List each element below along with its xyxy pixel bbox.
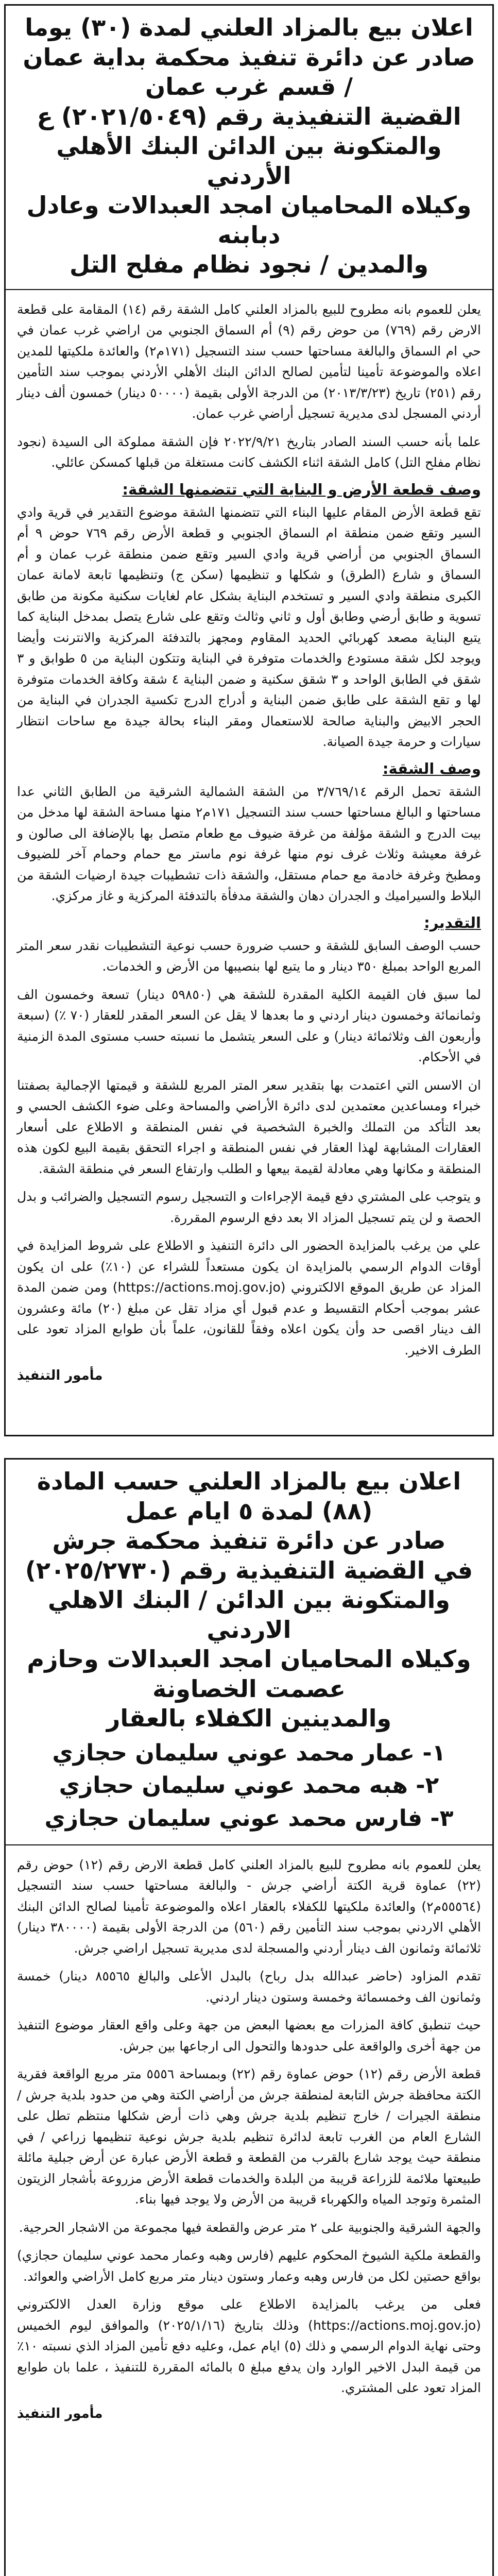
fees-paragraph: و يتوجب على المشتري دفع قيمة الإجراءات و التسجيل رسوم التسجيل والضرائب و بدل الحصة و لن يتم تسجيل المزاد الا بعد دفع الرسوم المقررة. [17, 1189, 481, 1225]
land-paragraph: تقع قطعة الأرض المقام عليها البناء التي تتضمنها الشقة موضوع التقدير في قرية وادي السير وتقع ضمن منطقة ام السماق الجنوبي و قطعة الأرض رقم ٧٦٩ حوض ٩ أم السماق الجنوبي من أراضي قرية وادي السير وتقع ضمن منطقة غرب عمان و أم السماق و شارع (الطرق) و شكلها و تنظيمها (سكن ج) وتنظيمها تابعة لامانة عمان الكبرى منطقة وادي السير و تستخدم البناية بشكل عام لغايات سكنية مكونة من طابق تسوية و طابق أرضي وطابق أول و ثاني وثالث وتقع على شارع يتصل بمدخل البناية كما يتبع البناية مصعد كهربائي الحديد المقاوم ومجهز بالتدفئة المركزية والانترنت وأيضا ويوجد لكل شقة مستودع والخدمات متوفرة في البناية وتتكون البناية من ٥ طوابق و ٣ شقق في الطابق الواحد و ٣ شقق سكنية و ضمن البناية ٤ شقة وكافة الخدمات متوفرة لها و تقع الشقة على طابق ضمن البناية و أدراج الدرج تكسية الجدران في البناية من الحجر الابيض والبناية صالحة للاستعمال ومقر البناء بحالة جيدة مع ساحات انتظار سيارات و حرمة جيدة الصيانة. [17, 504, 482, 749]
title-line: وكيلاه المحاميان امجد العبدالات وعادل دبابنه [26, 191, 472, 249]
title-line: والمدينين الكفلاء بالعقار [106, 1704, 392, 1732]
title-line: صادر عن دائرة تنفيذ محكمة جرش [52, 1527, 446, 1554]
debtor-name: ٢- هبه محمد عوني سليمان حجازي [59, 1772, 439, 1799]
debtors-list [17, 1737, 481, 1835]
signer-label: مأمور التنفيذ [17, 2405, 103, 2421]
signer [17, 2406, 481, 2421]
ownership-paragraph: والقطعة ملكية الشيوخ المحكوم عليهم (فارس وهبه وعمار محمد عوني سليمان حجازي) بواقع حصتين لكل من فارس وهبه وعمار وستون دينار متر مربع كامل الأراضي والعوائد. [17, 2248, 481, 2284]
debtor-name: ٣- فارس محمد عوني سليمان حجازي [44, 1805, 454, 1832]
title-line: والمتكونة بين الدائن البنك الأهلي الأردني [56, 132, 442, 190]
divider [6, 1844, 492, 1845]
parcel-trees-paragraph: والجهة الشرقية والجنوبية على ٢ متر عرض والقطعة فيها مجموعة من الاشجار الحرجية. [19, 2219, 481, 2235]
title-line: في القضية التنفيذية رقم (٢٠٢٥/٢٧٣٠) [25, 1556, 473, 1584]
divider [6, 289, 492, 290]
title-line: اعلان بيع بالمزاد العلني حسب المادة (٨٨) لمدة ٥ ايام عمل [37, 1467, 461, 1525]
valuation-paragraph: حسب الوصف السابق للشقة و حسب ضرورة حسب نوعية التشطيبات نقدر سعر المتر المربع الواحد بمبلغ ٣٥٠ دينار و ما يتبع لها بنصيبها من الأرض و الخدمات. [17, 938, 481, 974]
valuation-heading: التقدير: [424, 913, 481, 931]
valuation-total-paragraph: لما سبق فان القيمة الكلية المقدرة للشقة هي (٥٩٨٥٠ دينار) تسعة وخمسون الف وثمانمائة وخمسون دينار اردني و ما بعدها لا يقل عن السعر المقدر للعقار (٧٠ ٪) (سبعة وأربعون الف وثلاثمائة دينار) و على السعر يتشمل ما نسبته حسب مستوى المدة الزمنية في الأحكام. [17, 987, 481, 1064]
title-line: والمدين / نجود نظام مفلح التل [70, 250, 428, 278]
flat-paragraph: الشقة تحمل الرقم ٣/٧٦٩/١٤ من الشقة الشمالية الشرقية من الطابق الثاني عدا مساحتها و البالغ مساحتها حسب سند التسجيل ١٧١م٢ منها مساحة الشقة لها مدخل من بيت الدرج و الشقة مؤلفة من غرفة ضيوف مع طعام متصل بها بالإضافة الى صالون و غرفة معيشة وثلاث غرف نوم منها غرفة نوم ماستر مع حمام وحمام آخر للضيوف ومطبخ وغرفة خادمة مع حمام مستقل، والشقة ذات تشطيبات جيدة ارضيات الشقة من البلاط والسيراميك و الجدران دهان والشقة مدفأة بالتدفئة المركزية و غاز مركزي. [17, 784, 482, 903]
land-heading: وصف قطعة الأرض و البناية التي تتضمنها الشقة: [122, 480, 481, 498]
auction-terms-paragraph: فعلى من يرغب بالمزايدة الاطلاع على موقع وزارة العدل الالكتروني (https://actions.moj.gov.jo) وذلك بتاريخ (٢٠٢٥/١/١٦) والموافق ليوم الخميس وحتى نهاية الدوام الرسمي و ذلك (٥) ايام عمل، وعليه دفع تأمين المزاد الذي نسبته ١٠٪ من قيمة البدل الاخير الوارد وان يدفع مبلغ ٥ بالمائه المقررة للتنفيذ ، علما بان طوابع المزاد تعود على المشتري. [17, 2297, 481, 2396]
ownership-paragraph: علما بأنه حسب السند الصادر بتاريخ ٢٠٢٢/٩/٢١ فإن الشقة مملوكة الى السيدة (نجود نظام مفلح التل) كامل الشقة اثناء الكشف كانت مستغلة من قبلها كمسكن عائلي. [17, 434, 481, 470]
title-line: والمتكونة بين الدائن / البنك الاهلي الاردني [47, 1586, 451, 1643]
auction-notice-jerash [4, 1458, 494, 2576]
title-line: وكيلاه المحاميان امجد العبدالات وحازم عصمت الخصاونة [27, 1645, 471, 1703]
valuation-basis-paragraph: ان الاسس التي اعتمدت بها بتقدير سعر المتر المربع للشقة و قيمتها الإجمالية بصفتنا خبراء ومساعدين معتمدين لدى دائرة الأراضي والمساحة وعلى ضوء الكشف الحسي و بعد التأكد من التملك والخبرة الشخصية في نفس المنطقة و الاطلاع على أسعار العقارات المشابهة لهذا العقار في نفس المنطقة و اجراء التحقق بقيمة البيع لكون هذه المنطقة و مكانها وهي معادلة لقيمة بيعها و الطلب وارتفاع السعر في منطقة الشقة. [17, 1077, 481, 1176]
notice-title [17, 1467, 481, 1734]
signer [17, 1368, 481, 1383]
notice-title [17, 13, 481, 280]
signer-label: مأمور التنفيذ [17, 1368, 103, 1383]
title-line: القضية التنفيذية رقم (٢٠٢١/٥٠٤٩) ع [37, 102, 461, 130]
bid-paragraph: تقدم المزاود (حاضر عبدالله بدل رباح) بالبدل الأعلى والبالغ ٨٥٥٦٥ دينار) خمسة وثمانون الف وخمسمائة وخمسة وستون دينار اردني. [17, 1969, 482, 2005]
parcel-paragraph: قطعة الأرض رقم (١٢) حوض عماوة رقم (٢٢) وبمساحة ٥٥٥٦ متر مربع الواقعة فقرية الكتة محافظة جرش التابعة لمنطقة جرش من أراضي الكتة وهي من حدود بلدية جرش / منطقة الجيرات / خارج تنظيم بلدية جرش وهي ذات أرض شكلها منتظم تطل على الشارع العام من الغرب تابعة لدائرة تنظيم بلدية جرش نوعية تنظيمها زراعي / في منطقة حيث يوجد شارع بالقرب من القطعة و قطعة الأرض عبارة عن أرض جبلية مائلة طبيعتها ملائمة للزراعة قريبة من البلدة والخدمات قطعة الأرض مزروعة بأشجار الزيتون المثمرة وتوجد المياه والكهرباء قريبة من الأرض ولا يوجد فيها بناء. [17, 2066, 481, 2207]
title-line: صادر عن دائرة تنفيذ محكمة بداية عمان / قسم غرب عمان [23, 43, 475, 100]
debtor-name: ١- عمار محمد عوني سليمان حجازي [52, 1739, 446, 1766]
auction-notice-amman [4, 4, 494, 1436]
intro-paragraph: يعلن للعموم بانه مطروح للبيع بالمزاد العلني كامل الشقة رقم (١٤) المقامة على قطعة الارض رقم (٧٦٩) من حوض رقم (٩) أم السماق الجنوبي من اراضي غرب عمان في حي ام السماق والبالغة مساحتها حسب سند التسجيل (١٧١م٢) والعائدة ملكيتها للمدين اعلاه والموضوعة تأمينا لتأمين لصالح الدائن البنك الأهلي الأردني بموجب سند التأمين رقم (٢٥١) تاريخ (٢٠١٣/٣/٢٣) من الدرجة الأولى بقيمة (٥٠٠٠٠ دينار) خمسون ألف دينار أردني المسجل لدى مديرية تسجيل أراضي غرب عمان. [17, 301, 481, 421]
auction-terms-paragraph: علي من يرغب بالمزايدة الحضور الى دائرة التنفيذ و الاطلاع على شروط المزايدة في أوقات الدوام الرسمي بالمزايدة ان يكون مستعداً للشراء عن (١٠٪) على ان يكون المزاد عن طريق الموقع الالكتروني (https://actions.moj.gov.jo) ومن ضمن المدة عشر بموجب أحكام التقسيط و عدم قبول أي مزاد تقل عن مبلغ (٢٠) مائة وعشرون الف دينار اقصى حد وأن يكون اعلاه وفقاً للقانون، علماً بأن طوابع المزاد تعود على الطرف الاخير. [17, 1238, 481, 1358]
boundaries-paragraph: حيث تنطبق كافة المزرات مع بعضها البعض من جهة وعلى واقع العقار موضوع التنفيذ من جهة أخرى والواقعة على حدودها والتحول الى ارجاعها بين جرش. [17, 2018, 481, 2054]
intro-paragraph: يعلن للعموم بانه مطروح للبيع بالمزاد العلني كامل قطعة الارض رقم (١٢) حوض رقم (٢٢) عماوة قرية الكتة أراضي جرش - والبالغة مساحتها حسب سند التسجيل (٥٥٥٦٤م٢) والعائدة ملكيتها للكفلاء بالعقار اعلاه والموضوعة تأمينا لصالح الدائن البنك الأهلي الاردني بموجب سند التأمين رقم (٥٦٠) من الدرجة الأولى بقيمة (٣٨٠٠٠٠ دينار) ثلاثمائة وثمانون الف دينار أردني والمسجلة لدى مديرية تسجيل اراضي جرش. [17, 1857, 482, 1956]
flat-heading: وصف الشقة: [382, 759, 481, 777]
title-line: اعلان بيع بالمزاد العلني لمدة (٣٠) يوما [25, 13, 473, 41]
